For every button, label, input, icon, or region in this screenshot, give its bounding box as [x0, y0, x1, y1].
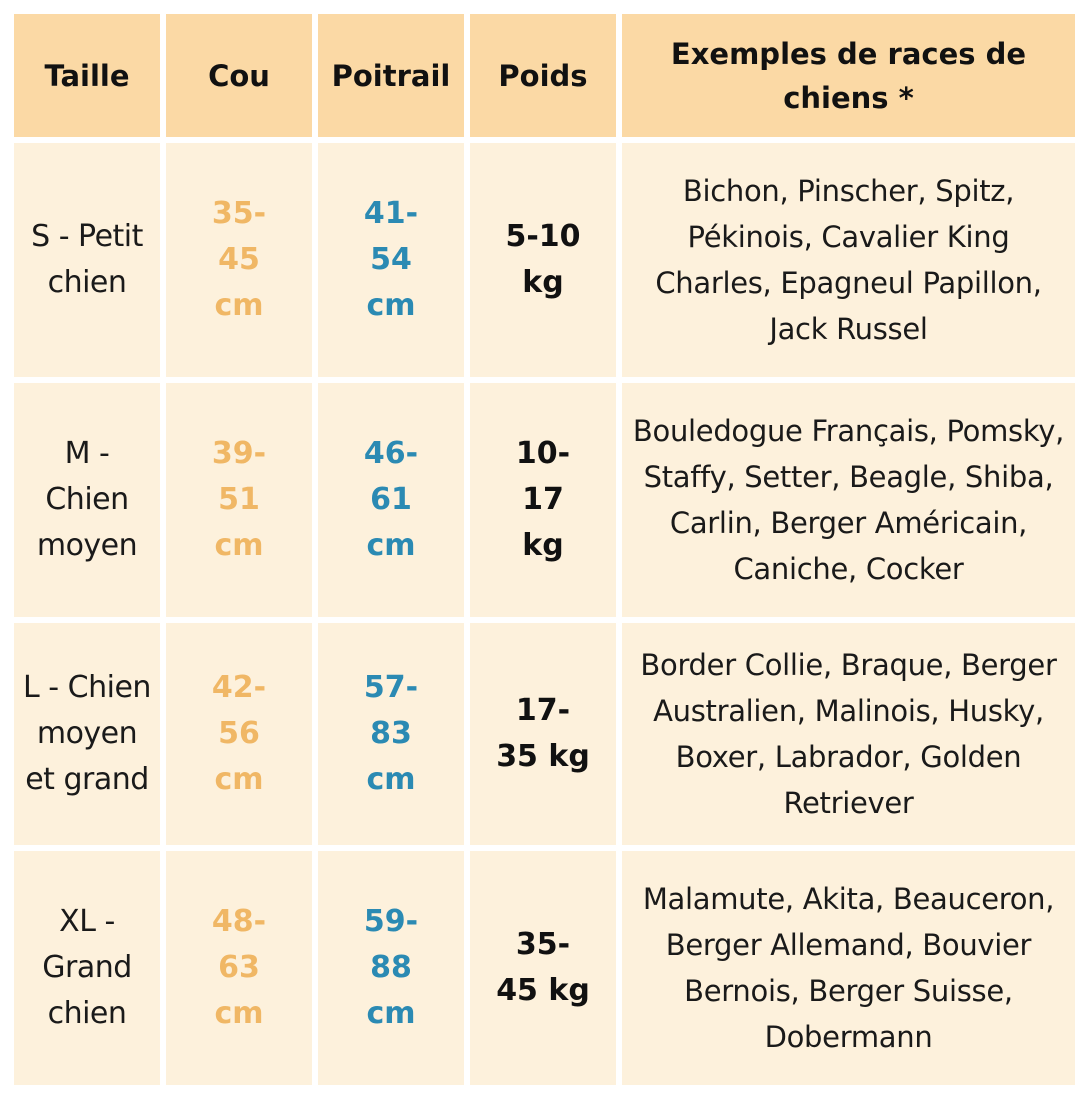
row-m-poitrail: 46-61 cm	[318, 383, 464, 617]
header-exemples: Exemples de races de chiens *	[622, 14, 1075, 137]
row-l-poids: 17-35 kg	[470, 623, 616, 845]
row-xl-races: Malamute, Akita, Beauceron, Berger Allemand, Bouvier Bernois, Berger Suisse, Dobermann	[622, 851, 1075, 1085]
row-xl-taille: XL - Grand chien	[14, 851, 160, 1085]
row-s-taille: S - Petit chien	[14, 143, 160, 377]
row-s-cou: 35-45 cm	[166, 143, 312, 377]
row-xl-cou: 48-63 cm	[166, 851, 312, 1085]
row-xl-poitrail: 59-88 cm	[318, 851, 464, 1085]
row-s-poids: 5-10 kg	[470, 143, 616, 377]
row-l-poitrail: 57-83 cm	[318, 623, 464, 845]
header-cou: Cou	[166, 14, 312, 137]
header-poitrail: Poitrail	[318, 14, 464, 137]
header-taille: Taille	[14, 14, 160, 137]
row-l-taille: L - Chien moyen et grand	[14, 623, 160, 845]
row-s-poitrail: 41-54 cm	[318, 143, 464, 377]
row-m-poids: 10-17 kg	[470, 383, 616, 617]
size-chart-table	[14, 14, 1070, 1089]
row-l-cou: 42-56 cm	[166, 623, 312, 845]
row-m-races: Bouledogue Français, Pomsky, Staffy, Setter, Beagle, Shiba, Carlin, Berger Américain, Caniche, Cocker	[622, 383, 1075, 617]
row-s-races: Bichon, Pinscher, Spitz, Pékinois, Cavalier King Charles, Epagneul Papillon, Jack Russel	[622, 143, 1075, 377]
header-poids: Poids	[470, 14, 616, 137]
row-m-cou: 39-51 cm	[166, 383, 312, 617]
row-xl-poids: 35-45 kg	[470, 851, 616, 1085]
row-m-taille: M - Chien moyen	[14, 383, 160, 617]
row-l-races: Border Collie, Braque, Berger Australien, Malinois, Husky, Boxer, Labrador, Golden Retriever	[622, 623, 1075, 845]
